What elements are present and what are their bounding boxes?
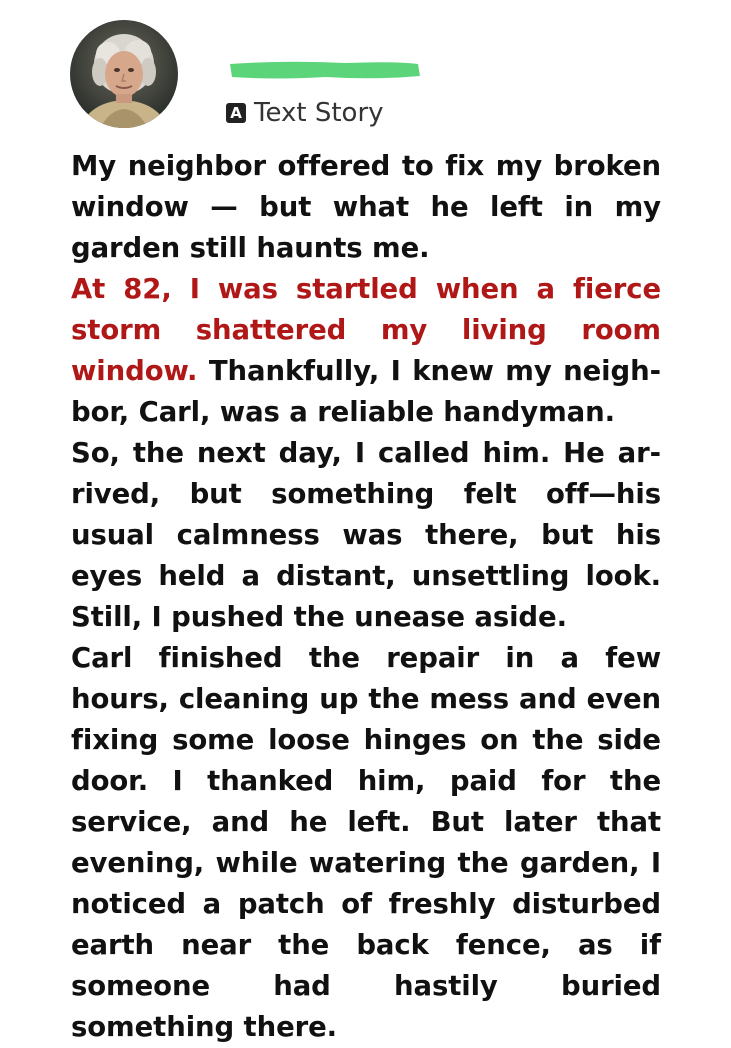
post-header: [0, 0, 731, 140]
story-title: My neighbor offered to fix my broken window — but what he left in my garden still haunts me.: [71, 150, 661, 264]
avatar[interactable]: [70, 20, 178, 128]
story-body: [71, 146, 661, 1048]
text-story-icon: A: [226, 103, 246, 123]
story-type-label: [226, 98, 384, 128]
elderly-woman-avatar-icon: [70, 20, 178, 128]
story-highlight: At 82, I was startled when a fierce storm shattered my living room window.: [71, 273, 661, 387]
story-paragraph-1-rest: Thankfully, I knew my neighbor, Carl, was a reliable handyman.: [71, 355, 661, 428]
story-type-text: Text Story: [254, 98, 384, 128]
story-paragraph-1: [71, 269, 661, 433]
story-paragraph-2: So, the next day, I called him. He arrived, but something felt off—his usual calmness was there, but his eyes held a distant, unsettling look. Still, I pushed the unease aside.: [71, 437, 661, 633]
story-paragraph-3: Carl finished the repair in a few hours, cleaning up the mess and even fixing some loose hinges on the side door. I thanked him, paid for the service, and he left. But later that evening, while watering the garden, I noticed a patch of freshly disturbed earth near the back fence, as if someone had hastily buried something there.: [71, 642, 661, 1043]
username-redacted-bar: [226, 58, 422, 82]
